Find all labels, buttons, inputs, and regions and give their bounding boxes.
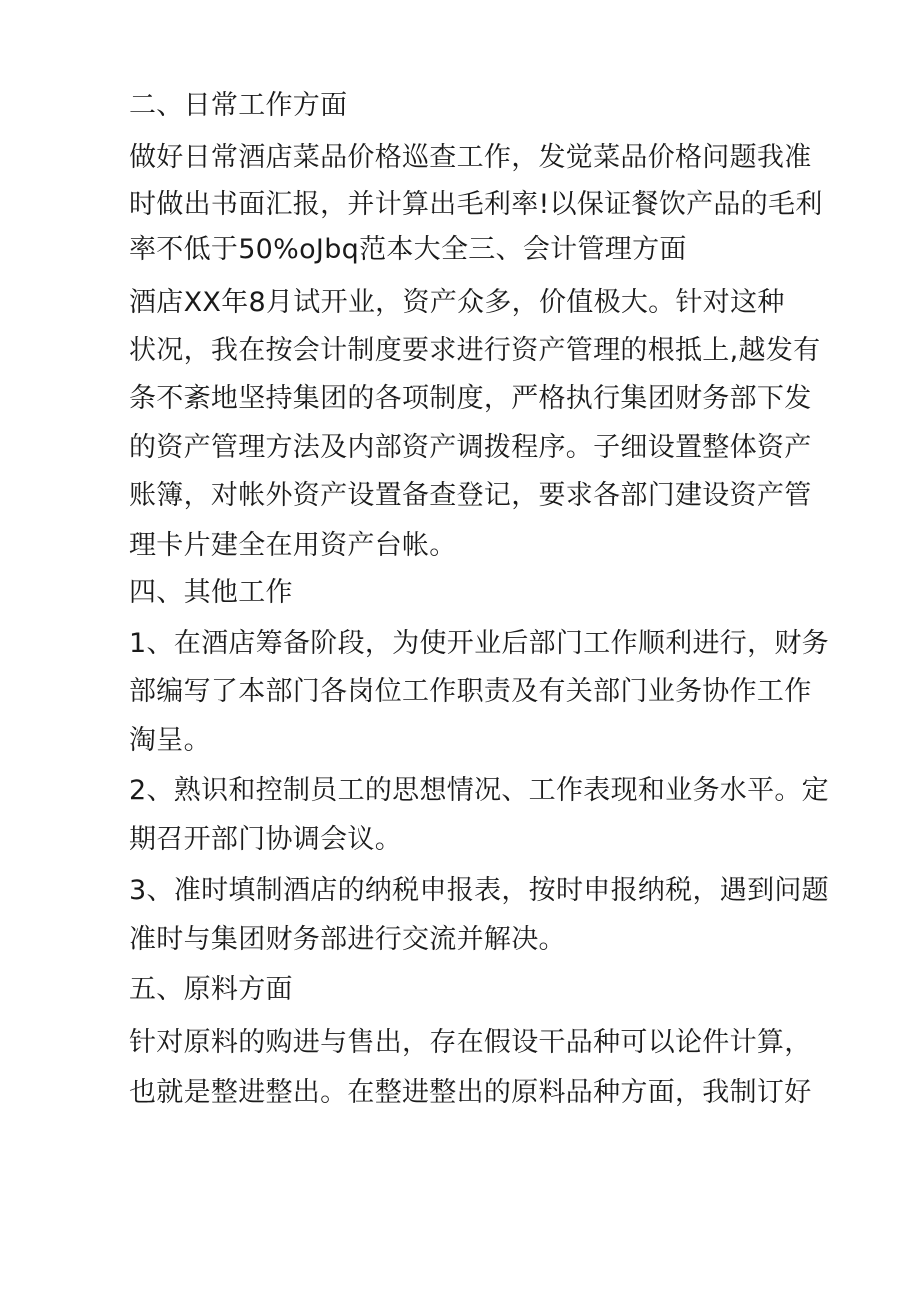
paragraph-line: 理卡片建全在用资产台帐。: [129, 530, 457, 561]
list-item-line: 2、熟识和控制员工的思想情况、工作表现和业务水平。定: [129, 775, 829, 806]
list-item-line: 准时与集团财务部进行交流并解决。: [129, 924, 566, 955]
section-heading-daily-work: 二、日常工作方面: [129, 90, 348, 121]
section-heading-materials: 五、原料方面: [129, 974, 293, 1005]
paragraph-line: 账簿，对帐外资产设置备查登记，要求各部门建设资产管: [129, 480, 812, 511]
list-item-line: 3、准时填制酒店的纳税申报表，按时申报纳税，遇到问题: [129, 875, 829, 906]
paragraph-line: 针对原料的购进与售出，存在假设干品种可以论件计算，: [129, 1027, 812, 1058]
paragraph-line: 率不低于50%oJbq范本大全三、会计管理方面: [129, 234, 687, 265]
paragraph-line: 也就是整进整出。在整进整出的原料品种方面，我制订好: [129, 1077, 812, 1108]
list-item-line: 期召开部门协调会议。: [129, 824, 402, 855]
paragraph-line: 酒店XX年8月试开业，资产众多，价值极大。针对这种: [129, 287, 785, 318]
list-item-line: 淘呈。: [129, 725, 211, 756]
section-heading-other-work: 四、其他工作: [129, 577, 293, 608]
paragraph-line: 做好日常酒店菜品价格巡查工作，发觉菜品价格问题我准: [129, 142, 812, 173]
paragraph-line: 状况，我在按会计制度要求进行资产管理的根抵上,越发有: [129, 335, 821, 366]
paragraph-line: 条不紊地坚持集团的各项制度，严格执行集团财务部下发: [129, 383, 812, 414]
paragraph-line: 时做出书面汇报，并计算出毛利率!以保证餐饮产品的毛利: [129, 189, 823, 220]
list-item-line: 部编写了本部门各岗位工作职责及有关部门业务协作工作: [129, 676, 812, 707]
paragraph-line: 的资产管理方法及内部资产调拨程序。子细设置整体资产: [129, 432, 812, 463]
list-item-line: 1、在酒店筹备阶段，为使开业后部门工作顺利进行，财务: [129, 628, 829, 659]
